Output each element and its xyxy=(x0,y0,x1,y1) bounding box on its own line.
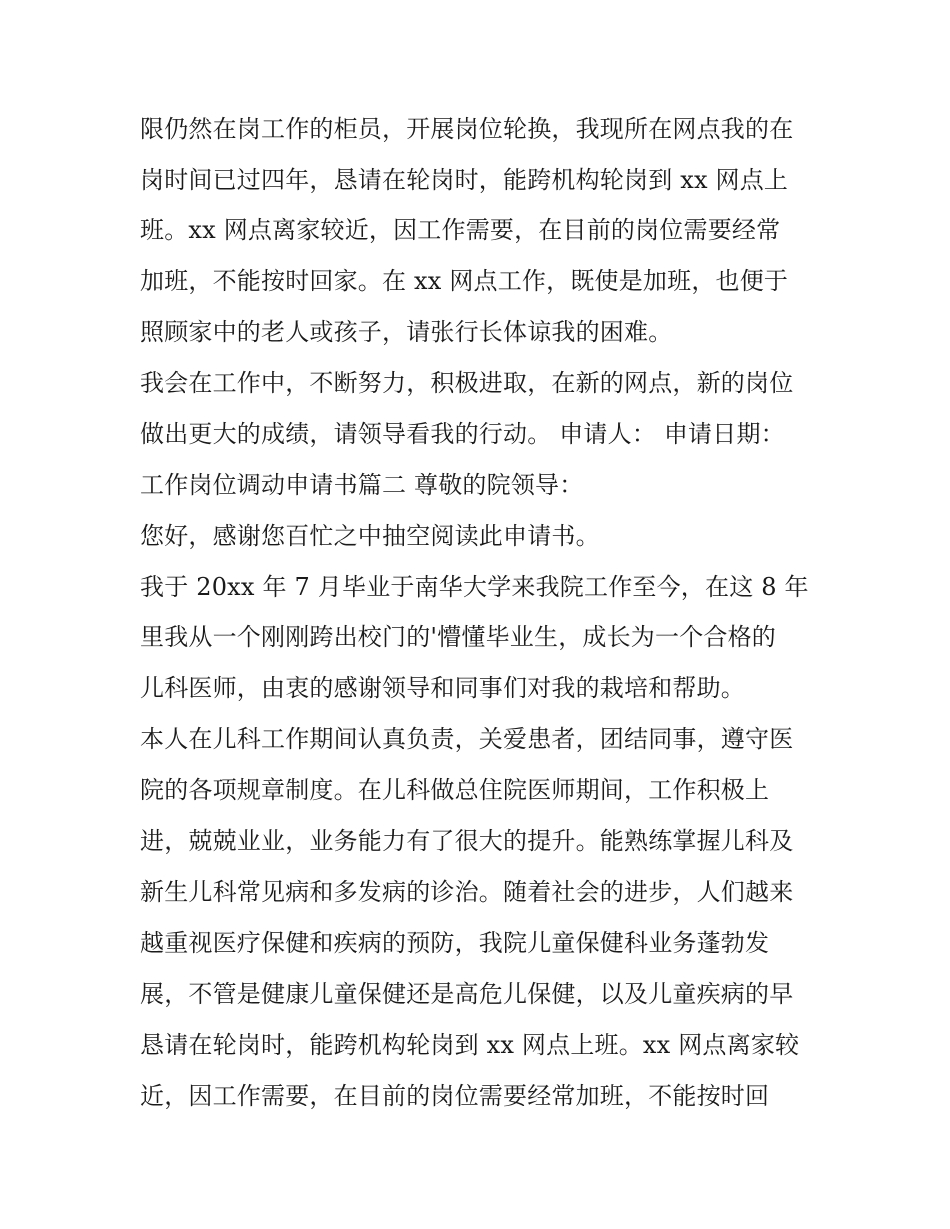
text-line: 儿科医师，由衷的感谢领导和同事们对我的栽培和帮助。 xyxy=(140,674,745,702)
text-line: 我会在工作中，不断努力，积极进取，在新的网点，新的岗位 xyxy=(140,369,794,397)
text-line: 恳请在轮岗时，能跨机构轮岗到 xx 网点上班。xx 网点离家较 xyxy=(140,1031,800,1059)
text-line: 工作岗位调动申请书篇二 尊敬的院领导： xyxy=(140,471,584,499)
text-line: 院的各项规章制度。在儿科做总住院医师期间，工作积极上 xyxy=(140,776,770,804)
text-line: 照顾家中的老人或孩子，请张行长体谅我的困难。 xyxy=(140,318,673,346)
text-line: 里我从一个刚刚跨出校门的'懵懂毕业生，成长为一个合格的 xyxy=(140,623,776,651)
text-line: 做出更大的成绩，请领导看我的行动。 申请人： 申请日期： xyxy=(140,420,785,448)
text-line: 本人在儿科工作期间认真负责，关爱患者，团结同事，遵守医 xyxy=(140,725,794,753)
text-line: 岗时间已过四年，恳请在轮岗时，能跨机构轮岗到 xx 网点上 xyxy=(140,166,789,194)
text-line: 您好，感谢您百忙之中抽空阅读此申请书。 xyxy=(140,522,600,550)
text-line: 越重视医疗保健和疾病的预防，我院儿童保健科业务蓬勃发 xyxy=(140,929,770,957)
text-line: 新生儿科常见病和多发病的诊治。随着社会的进步，人们越来 xyxy=(140,878,794,906)
text-line: 展，不管是健康儿童保健还是高危儿保健，以及儿童疾病的早 xyxy=(140,980,794,1008)
text-line: 我于 20xx 年 7 月毕业于南华大学来我院工作至今，在这 8 年 xyxy=(140,573,809,601)
text-line: 班。xx 网点离家较近，因工作需要，在目前的岗位需要经常 xyxy=(140,216,781,244)
text-line: 进，兢兢业业，业务能力有了很大的提升。能熟练掌握儿科及 xyxy=(140,827,794,855)
text-line: 近，因工作需要，在目前的岗位需要经常加班，不能按时回 xyxy=(140,1082,770,1110)
text-line: 限仍然在岗工作的柜员，开展岗位轮换，我现所在网点我的在 xyxy=(140,115,794,143)
text-line: 加班，不能按时回家。在 xx 网点工作，既使是加班，也便于 xyxy=(140,267,789,295)
